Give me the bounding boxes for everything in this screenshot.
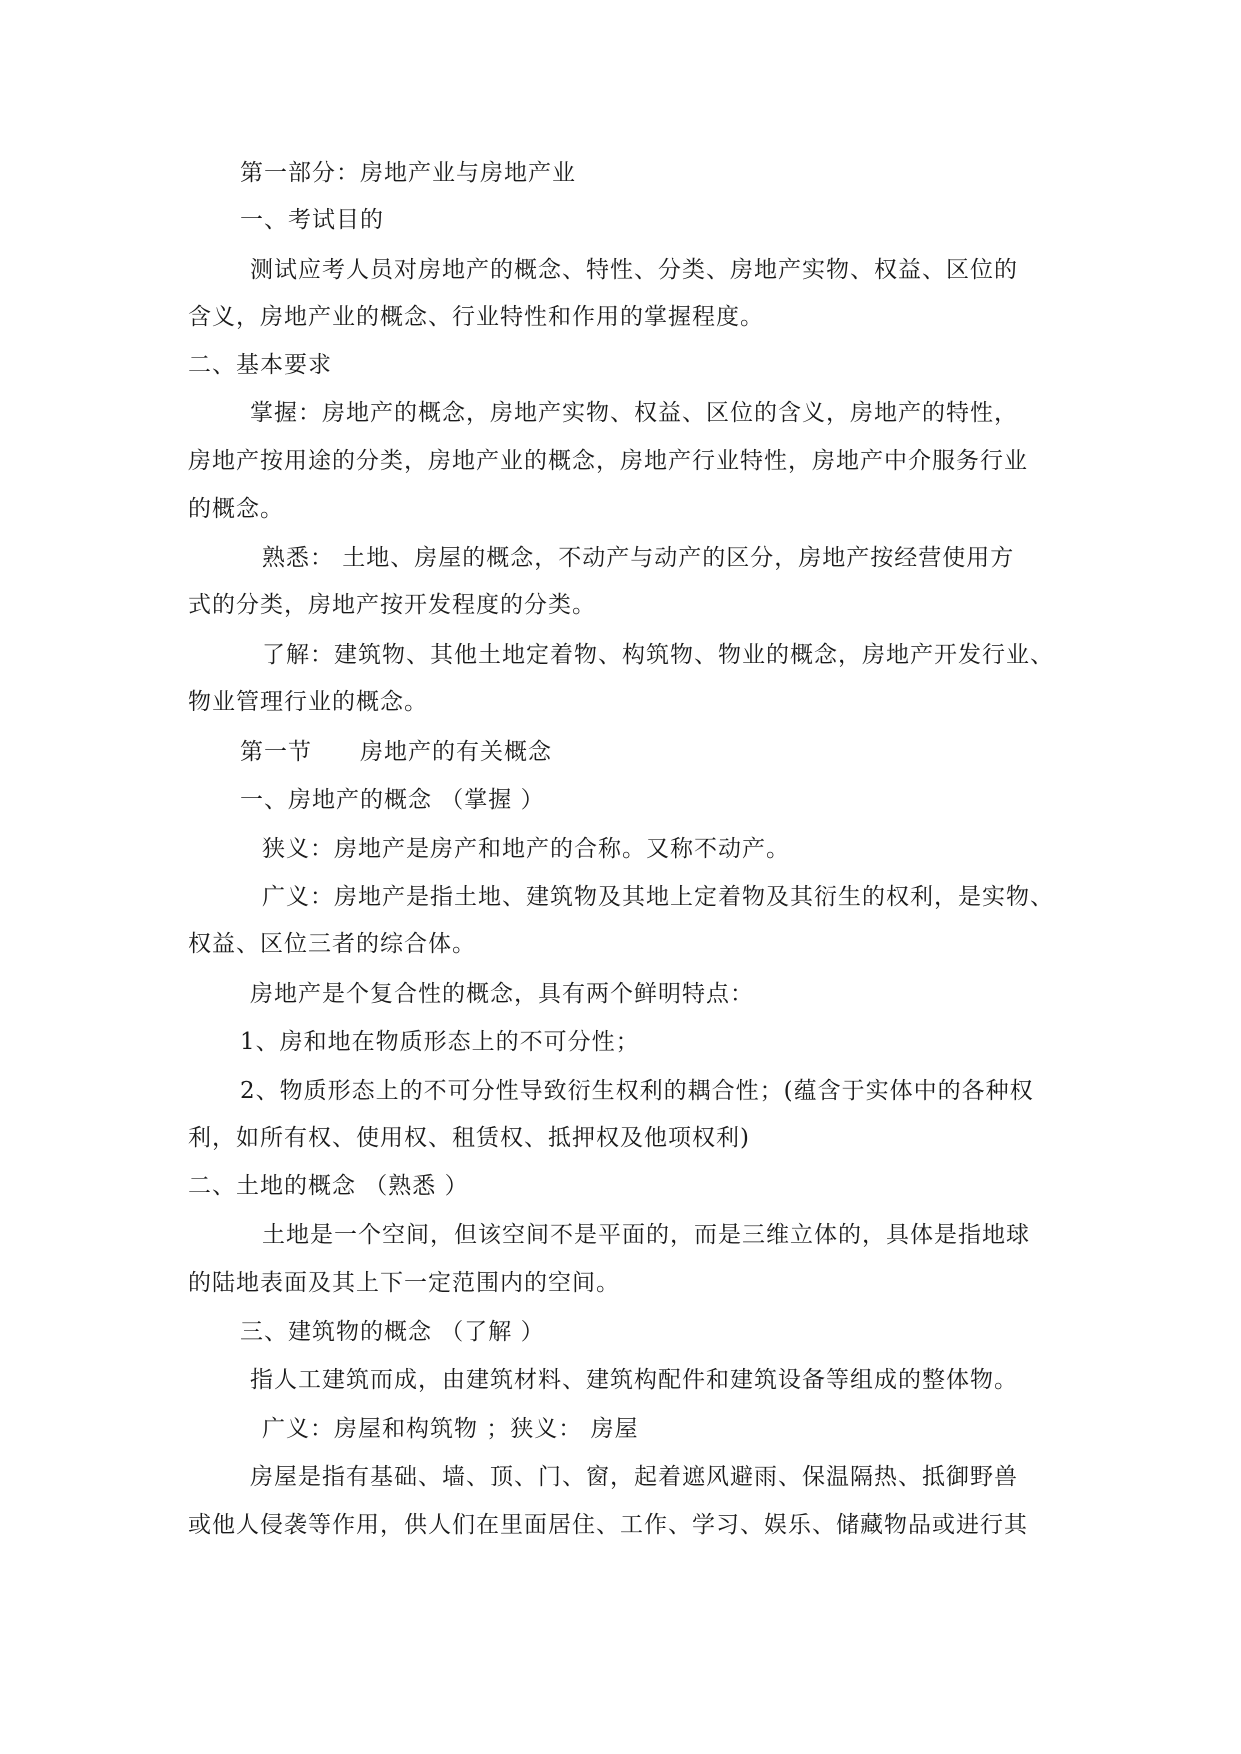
paragraph-line: 物业管理行业的概念。	[188, 689, 428, 715]
paragraph-line: 权益、区位三者的综合体。	[188, 931, 476, 957]
chapter-heading: 第一节 房地产的有关概念	[240, 739, 552, 765]
paragraph-line: 广义：房地产是指土地、建筑物及其地上定着物及其衍生的权利，是实物、	[262, 884, 1054, 910]
part-title: 第一部分：房地产业与房地产业	[240, 160, 576, 186]
paragraph-line: 利，如所有权、使用权、租赁权、抵押权及他项权利)	[188, 1125, 750, 1151]
paragraph-line: 房地产是个复合性的概念，具有两个鲜明特点：	[250, 981, 754, 1007]
list-item: 2、物质形态上的不可分性导致衍生权利的耦合性；(蕴含于实体中的各种权	[240, 1078, 1034, 1104]
paragraph-line: 掌握：房地产的概念，房地产实物、权益、区位的含义，房地产的特性，	[250, 400, 1018, 426]
paragraph-line: 房地产按用途的分类，房地产业的概念，房地产行业特性，房地产中介服务行业	[188, 448, 1028, 474]
paragraph-line: 的概念。	[188, 496, 284, 522]
section-heading-basic-requirements: 二、基本要求	[188, 352, 332, 378]
list-item: 1、房和地在物质形态上的不可分性；	[240, 1029, 640, 1055]
subsection-heading: 一、房地产的概念 （掌握 ）	[240, 787, 545, 813]
paragraph-line: 指人工建筑而成，由建筑材料、建筑构配件和建筑设备等组成的整体物。	[250, 1367, 1018, 1393]
paragraph-line: 广义：房屋和构筑物 ；狭义： 房屋	[262, 1416, 639, 1442]
paragraph-line: 了解：建筑物、其他土地定着物、构筑物、物业的概念，房地产开发行业、	[262, 642, 1054, 668]
paragraph-line: 或他人侵袭等作用，供人们在里面居住、工作、学习、娱乐、储藏物品或进行其	[188, 1512, 1028, 1538]
paragraph-line: 房屋是指有基础、墙、顶、门、窗，起着遮风避雨、保温隔热、抵御野兽	[250, 1464, 1018, 1490]
paragraph-line: 土地是一个空间，但该空间不是平面的，而是三维立体的，具体是指地球	[262, 1222, 1030, 1248]
paragraph-line: 式的分类，房地产按开发程度的分类。	[188, 592, 596, 618]
paragraph-line: 狭义：房地产是房产和地产的合称。又称不动产。	[262, 836, 790, 862]
subsection-heading: 二、土地的概念 （熟悉 ）	[188, 1173, 469, 1199]
subsection-heading: 三、建筑物的概念 （了解 ）	[240, 1319, 545, 1345]
paragraph-line: 测试应考人员对房地产的概念、特性、分类、房地产实物、权益、区位的	[250, 257, 1018, 283]
paragraph-line: 含义，房地产业的概念、行业特性和作用的掌握程度。	[188, 304, 764, 330]
paragraph-line: 的陆地表面及其上下一定范围内的空间。	[188, 1270, 620, 1296]
section-heading-exam-purpose: 一、考试目的	[240, 207, 384, 233]
paragraph-line: 熟悉： 土地、房屋的概念，不动产与动产的区分，房地产按经营使用方	[262, 545, 1015, 571]
